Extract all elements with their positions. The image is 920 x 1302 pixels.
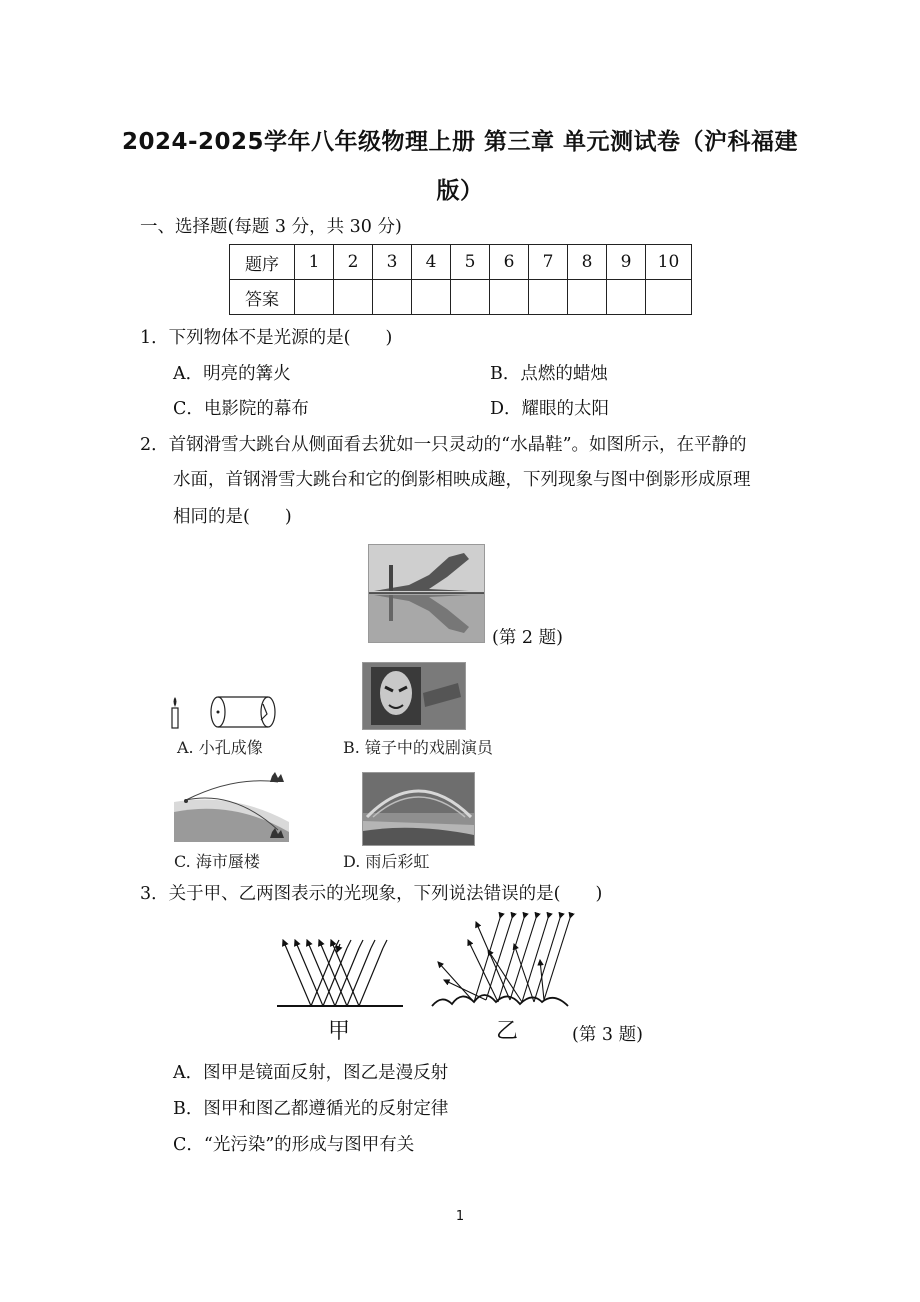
q2-option-d: D. 雨后彩虹 [343,852,430,871]
title-line-1: 2024-2025学年八年级物理上册 第三章 单元测试卷（沪科福建 [121,129,799,155]
q3-option-a: A．图甲是镜面反射，图乙是漫反射 [173,1063,449,1083]
table-cell: 6 [490,245,529,280]
figure-label-jia: 甲 [328,1019,351,1044]
figure-label-yi: 乙 [496,1019,519,1044]
q2-line-3: 相同的是( ) [173,507,292,527]
q3-figure-caption: (第 3 题) [572,1025,643,1045]
table-cell: 8 [568,245,607,280]
q2-figure-caption: (第 2 题) [492,628,563,648]
answer-cell[interactable] [451,280,490,315]
section-heading: 一、选择题(每题 3 分，共 30 分) [140,217,402,237]
table-cell: 4 [412,245,451,280]
opera-mirror-photo [362,662,466,730]
answer-cell[interactable] [373,280,412,315]
q1-option-a: A．明亮的篝火 [173,364,291,384]
table-cell: 10 [646,245,692,280]
table-cell: 2 [334,245,373,280]
answer-cell[interactable] [568,280,607,315]
q1-stem: 1．下列物体不是光源的是( ) [140,328,393,348]
q1-option-c: C．电影院的幕布 [173,399,309,419]
q2-option-a: A. 小孔成像 [177,738,263,757]
ski-jump-reflection-photo [368,544,485,643]
answer-table-header-row [230,245,692,280]
mirage-figure [174,772,289,842]
q3-option-c: C．“光污染”的形成与图甲有关 [173,1135,415,1155]
answer-cell[interactable] [646,280,692,315]
answer-cell[interactable] [334,280,373,315]
answer-cell[interactable] [490,280,529,315]
table-cell: 3 [373,245,412,280]
answer-table [229,244,692,315]
table-label-number: 题序 [230,245,295,280]
table-cell: 5 [451,245,490,280]
q1-option-d: D．耀眼的太阳 [490,399,610,419]
q3-stem: 3．关于甲、乙两图表示的光现象，下列说法错误的是( ) [140,884,603,904]
q2-line-1: 2．首钢滑雪大跳台从侧面看去犹如一只灵动的“水晶鞋”。如图所示，在平静的 [140,435,747,455]
answer-cell[interactable] [412,280,451,315]
answer-cell[interactable] [607,280,646,315]
page-number: 1 [455,1209,465,1224]
answer-table-answer-row [230,280,692,315]
rainbow-photo [362,772,475,846]
q2-line-2: 水面，首钢滑雪大跳台和它的倒影相映成趣，下列现象与图中倒影形成原理 [173,470,751,490]
answer-cell[interactable] [529,280,568,315]
q2-option-c: C. 海市蜃楼 [174,852,260,871]
pinhole-camera-figure [168,692,283,732]
table-cell: 1 [295,245,334,280]
table-cell: 7 [529,245,568,280]
title-line-2: 版） [436,178,484,204]
q3-option-b: B．图甲和图乙都遵循光的反射定律 [173,1099,449,1119]
q2-option-b: B. 镜子中的戏剧演员 [343,738,493,757]
table-label-answer: 答案 [230,280,295,315]
specular-reflection-figure [275,910,415,1010]
table-cell: 9 [607,245,646,280]
answer-cell[interactable] [295,280,334,315]
q1-option-b: B．点燃的蜡烛 [490,364,608,384]
diffuse-reflection-figure [430,910,580,1010]
